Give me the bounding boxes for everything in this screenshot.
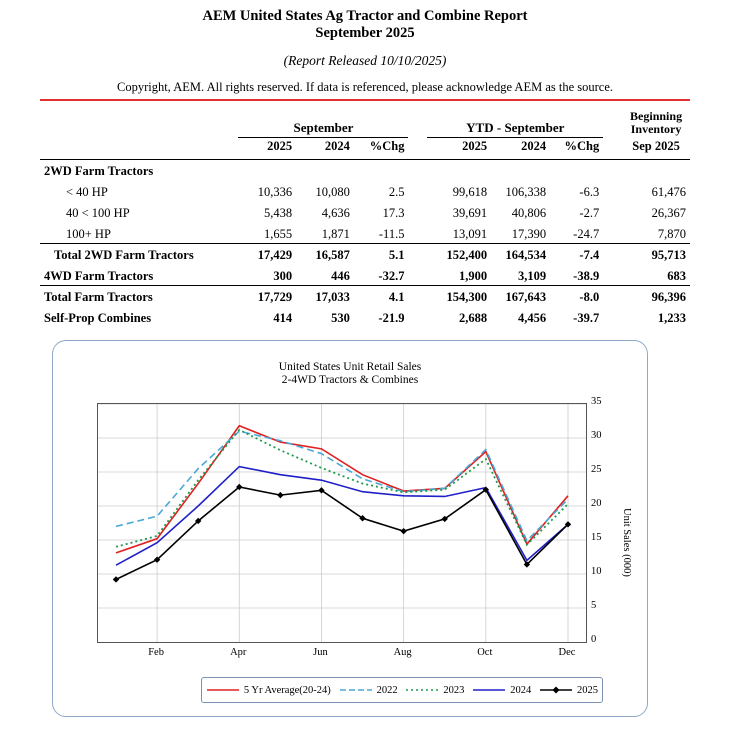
chart-x-tick: Dec [558, 647, 576, 658]
row-value: 17,729 [238, 285, 296, 306]
row-label: Self-Prop Combines [44, 311, 152, 325]
legend-item [206, 684, 331, 696]
row-value: 530 [331, 311, 350, 325]
spacer-cell [408, 285, 427, 306]
row-value: 17.3 [382, 206, 405, 220]
row-value: 414 [273, 311, 293, 325]
chart-plot-area [97, 403, 587, 643]
row-value [491, 159, 550, 180]
row-value: 1,871 [321, 226, 350, 241]
spacer-cell [408, 222, 427, 243]
table-row [40, 201, 690, 222]
spacer-cell [408, 306, 427, 327]
row-value: -6.3 [579, 185, 600, 199]
chart-x-tick: Feb [148, 647, 164, 658]
col-header-beg-inv-sep-2025: Sep 2025 [632, 138, 680, 153]
chart-y-tick: 35 [591, 396, 602, 407]
group-header-september: September [238, 109, 408, 137]
row-value: 3,109 [518, 268, 547, 283]
row-value: 5,438 [264, 206, 293, 220]
row-value: -24.7 [573, 226, 600, 241]
title-block [0, 0, 730, 42]
spacer-cell [603, 264, 622, 285]
legend-swatch [206, 684, 240, 696]
row-value: 10,336 [257, 185, 293, 199]
chart-y-tick: 5 [591, 600, 597, 611]
row-value [296, 159, 354, 180]
chart-x-tick: Aug [393, 647, 412, 658]
spacer-cell [603, 222, 622, 243]
legend-label: 5 Yr Average(20-24) [243, 684, 331, 696]
spacer-cell [603, 285, 622, 306]
row-value: 1,233 [657, 311, 686, 325]
row-value: 300 [273, 268, 293, 283]
row-value: 17,429 [238, 243, 296, 264]
row-value [354, 159, 409, 180]
row-value: 39,691 [452, 206, 488, 220]
row-value: 4,456 [518, 311, 547, 325]
row-value: 167,643 [491, 285, 550, 306]
spacer-cell [40, 109, 238, 137]
col-header-sep-2024: 2024 [324, 138, 350, 153]
row-value: 96,396 [622, 285, 690, 306]
row-value [550, 159, 603, 180]
row-label: Total 2WD Farm Tractors [40, 243, 238, 264]
row-value: 17,033 [296, 285, 354, 306]
chart-legend [201, 677, 603, 703]
row-value: 7,870 [657, 226, 686, 241]
group-header-ytd: YTD - September [427, 109, 603, 137]
col-header-sep-pctchg: %Chg [369, 138, 405, 153]
table-row [40, 159, 690, 180]
legend-swatch [539, 684, 573, 696]
table-row [40, 222, 690, 243]
row-value [622, 159, 690, 180]
chart-y-tick: 0 [591, 634, 597, 645]
row-value: 16,587 [296, 243, 354, 264]
table-row [40, 264, 690, 285]
row-value: 40,806 [511, 206, 547, 220]
table-row [40, 243, 690, 264]
row-value: 1,655 [264, 226, 293, 241]
row-label: 4WD Farm Tractors [44, 268, 154, 283]
group-header-row [40, 109, 690, 137]
spacer-cell [603, 201, 622, 222]
row-value: -38.9 [573, 268, 600, 283]
spacer-cell [40, 137, 238, 155]
copyright-notice: Copyright, AEM. All rights reserved. If data is referenced, please acknowledge AEM as the source. [116, 80, 614, 94]
chart-title-line1: United States Unit Retail Sales [278, 361, 422, 373]
row-label: 2WD Farm Tractors [44, 164, 154, 178]
row-value: 4.1 [354, 285, 409, 306]
chart-panel [52, 340, 648, 717]
legend-item [472, 684, 531, 696]
spacer-cell [603, 109, 622, 137]
chart-y-tick: 25 [591, 464, 602, 475]
row-value: -2.7 [579, 206, 600, 220]
legend-item [539, 684, 598, 696]
table-row [40, 306, 690, 327]
row-label: < 40 HP [66, 185, 108, 199]
row-value: -8.0 [550, 285, 603, 306]
table-row [40, 180, 690, 201]
report-title-line1: AEM United States Ag Tractor and Combine Report [202, 8, 528, 24]
row-value: 164,534 [491, 243, 550, 264]
row-value: 2,688 [458, 311, 488, 325]
row-value: 5.1 [354, 243, 409, 264]
chart-x-tick: Oct [477, 647, 493, 658]
row-value: 1,900 [458, 268, 488, 283]
row-value: 683 [667, 268, 686, 283]
chart-y-axis-label: Unit Sales (000) [621, 508, 632, 577]
row-value: 152,400 [427, 243, 491, 264]
legend-label: 2024 [510, 684, 532, 696]
column-header-row [40, 137, 690, 155]
spacer-cell [603, 243, 622, 264]
legend-swatch [472, 684, 506, 696]
legend-label: 2025 [577, 684, 599, 696]
col-header-ytd-pctchg: %Chg [564, 138, 600, 153]
spacer-cell [408, 264, 427, 285]
row-value: 17,390 [511, 226, 547, 241]
row-label: 40 < 100 HP [66, 206, 130, 220]
chart-x-tick: Apr [230, 647, 247, 658]
table-row [40, 285, 690, 306]
row-label: Total Farm Tractors [40, 285, 238, 306]
spacer-cell [603, 137, 622, 155]
report-title-line2: September 2025 [315, 25, 415, 41]
row-value: 13,091 [452, 226, 488, 241]
chart-svg [98, 404, 586, 642]
row-value [238, 159, 296, 180]
row-value: -21.9 [378, 311, 405, 325]
col-header-ytd-2024: 2024 [521, 138, 547, 153]
row-value: 99,618 [452, 185, 488, 199]
row-value: -39.7 [573, 311, 600, 325]
legend-item [339, 684, 398, 696]
red-divider [40, 99, 690, 101]
spacer-cell [408, 137, 427, 155]
row-value: 446 [331, 268, 350, 283]
sales-table [40, 109, 690, 327]
spacer-cell [408, 201, 427, 222]
legend-swatch [405, 684, 439, 696]
spacer-cell [603, 180, 622, 201]
spacer-cell [603, 159, 622, 180]
spacer-cell [408, 243, 427, 264]
chart-plot-wrap [75, 396, 632, 658]
chart-title [53, 361, 647, 387]
row-value: 95,713 [622, 243, 690, 264]
row-value: -11.5 [378, 226, 405, 241]
row-value: 154,300 [427, 285, 491, 306]
group-header-beginning-inventory: Beginning Inventory [630, 109, 683, 136]
chart-y-tick: 10 [591, 566, 602, 577]
row-value: 10,080 [315, 185, 350, 199]
legend-label: 2023 [443, 684, 465, 696]
row-label: 100+ HP [66, 226, 111, 241]
col-header-sep-2025: 2025 [267, 138, 293, 153]
row-value: -7.4 [550, 243, 603, 264]
legend-swatch [339, 684, 373, 696]
spacer-cell [408, 180, 427, 201]
row-value: 26,367 [651, 206, 686, 220]
row-value [427, 159, 491, 180]
chart-y-tick: 15 [591, 532, 602, 543]
spacer-cell [408, 159, 427, 180]
chart-title-line2: 2-4WD Tractors & Combines [281, 374, 419, 386]
row-value: -32.7 [378, 268, 405, 283]
release-date: (Report Released 10/10/2025) [283, 53, 447, 68]
spacer-cell [603, 306, 622, 327]
col-header-ytd-2025: 2025 [462, 138, 488, 153]
row-value: 4,636 [321, 206, 350, 220]
row-value: 61,476 [651, 185, 686, 199]
row-value: 106,338 [505, 185, 547, 199]
legend-item [405, 684, 464, 696]
chart-x-tick: Jun [313, 647, 328, 658]
legend-label: 2022 [376, 684, 398, 696]
spacer-cell [408, 109, 427, 137]
chart-y-tick: 30 [591, 430, 602, 441]
chart-y-tick: 20 [591, 498, 602, 509]
row-value: 2.5 [388, 185, 405, 199]
